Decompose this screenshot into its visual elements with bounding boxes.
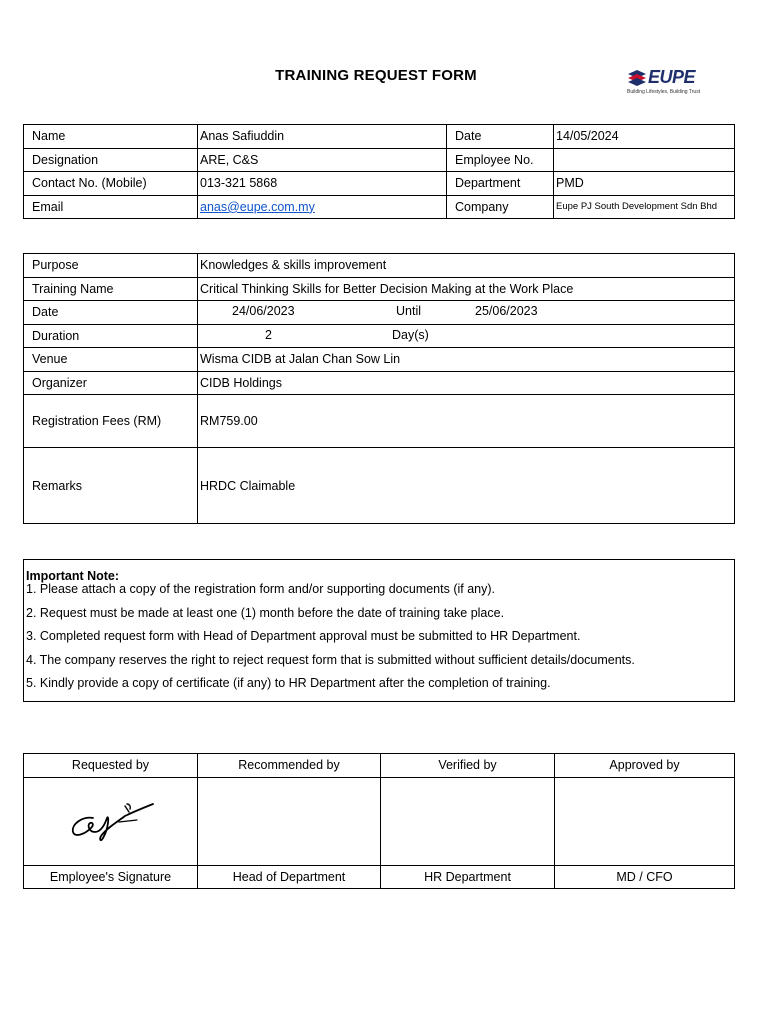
note-heading: Important Note: xyxy=(26,569,120,583)
venue-field[interactable]: Wisma CIDB at Jalan Chan Sow Lin xyxy=(198,348,735,372)
company-field[interactable]: Eupe PJ South Development Sdn Bhd xyxy=(554,195,735,219)
table-row xyxy=(24,277,735,301)
table-row xyxy=(24,301,735,325)
hr-signature-box[interactable] xyxy=(381,777,555,865)
department-label: Department xyxy=(447,172,554,196)
training-date-label: Date xyxy=(24,301,198,325)
logo-wordmark: EUPE xyxy=(648,67,696,87)
requested-by-header: Requested by xyxy=(24,754,198,778)
email-label: Email xyxy=(24,195,198,219)
hod-signature-box[interactable] xyxy=(198,777,381,865)
logo-mark-icon xyxy=(626,68,648,88)
table-row xyxy=(24,754,735,778)
remarks-label: Remarks xyxy=(24,448,198,524)
fees-label: Registration Fees (RM) xyxy=(24,395,198,448)
hr-department-label: HR Department xyxy=(381,865,555,889)
handwritten-signature xyxy=(63,798,159,844)
duration-unit: Day(s) xyxy=(392,327,429,342)
email-link[interactable]: anas@eupe.com.my xyxy=(200,199,315,214)
purpose-label: Purpose xyxy=(24,254,198,278)
note-item: 3. Completed request form with Head of Department approval must be submitted to HR Department. xyxy=(26,629,581,643)
recommended-by-header: Recommended by xyxy=(198,754,381,778)
hod-label: Head of Department xyxy=(198,865,381,889)
employee-signature-label: Employee's Signature xyxy=(24,865,198,889)
table-row xyxy=(24,777,735,865)
note-item: 5. Kindly provide a copy of certificate (if any) to HR Department after the completion of training. xyxy=(26,676,551,690)
duration-label: Duration xyxy=(24,324,198,348)
approval-table xyxy=(23,753,735,889)
table-row xyxy=(24,395,735,448)
table-row xyxy=(24,254,735,278)
until-label: Until xyxy=(396,304,422,318)
table-row xyxy=(24,865,735,889)
employee-no-field[interactable] xyxy=(554,148,735,172)
note-item: 2. Request must be made at least one (1) month before the date of training take place. xyxy=(26,605,505,620)
designation-label: Designation xyxy=(24,148,198,172)
table-row xyxy=(24,348,735,372)
form-title: TRAINING REQUEST FORM xyxy=(275,67,477,84)
fees-field[interactable]: RM759.00 xyxy=(198,395,735,448)
organizer-label: Organizer xyxy=(24,371,198,395)
table-row xyxy=(24,148,735,172)
remarks-field[interactable]: HRDC Claimable xyxy=(198,448,735,524)
duration-value: 2 xyxy=(265,327,272,342)
organizer-field[interactable]: CIDB Holdings xyxy=(198,371,735,395)
approved-by-header: Approved by xyxy=(555,754,735,778)
table-row xyxy=(24,125,735,149)
date-field[interactable]: 14/05/2024 xyxy=(554,125,735,149)
email-field xyxy=(198,195,447,219)
name-label: Name xyxy=(24,125,198,149)
venue-label: Venue xyxy=(24,348,198,372)
md-cfo-label: MD / CFO xyxy=(555,865,735,889)
start-date: 24/06/2023 xyxy=(232,304,295,318)
note-item: 1. Please attach a copy of the registration form and/or supporting documents (if any). xyxy=(26,582,496,596)
training-details-table xyxy=(23,253,735,524)
company-label: Company xyxy=(447,195,554,219)
employee-details-table xyxy=(23,124,735,219)
table-row xyxy=(24,371,735,395)
end-date: 25/06/2023 xyxy=(475,304,538,318)
purpose-field[interactable]: Knowledges & skills improvement xyxy=(198,254,735,278)
table-row xyxy=(24,448,735,524)
training-date-field[interactable] xyxy=(198,301,735,325)
note-item: 4. The company reserves the right to reject request form that is submitted without sufficient details/documents. xyxy=(26,652,635,667)
company-logo xyxy=(626,68,718,98)
date-label: Date xyxy=(447,125,554,149)
training-name-label: Training Name xyxy=(24,277,198,301)
logo-tagline: Building Lifestyles, Building Trust xyxy=(627,89,701,95)
table-row xyxy=(24,172,735,196)
contact-label: Contact No. (Mobile) xyxy=(24,172,198,196)
employee-no-label: Employee No. xyxy=(447,148,554,172)
verified-by-header: Verified by xyxy=(381,754,555,778)
designation-field[interactable]: ARE, C&S xyxy=(198,148,447,172)
department-field[interactable]: PMD xyxy=(554,172,735,196)
duration-field[interactable] xyxy=(198,324,735,348)
employee-signature-box[interactable] xyxy=(24,777,198,865)
contact-field[interactable]: 013-321 5868 xyxy=(198,172,447,196)
table-row xyxy=(24,195,735,219)
table-row xyxy=(24,324,735,348)
md-cfo-signature-box[interactable] xyxy=(555,777,735,865)
name-field[interactable]: Anas Safiuddin xyxy=(198,125,447,149)
training-name-field[interactable]: Critical Thinking Skills for Better Decision Making at the Work Place xyxy=(198,277,735,301)
important-note-box xyxy=(23,559,735,702)
